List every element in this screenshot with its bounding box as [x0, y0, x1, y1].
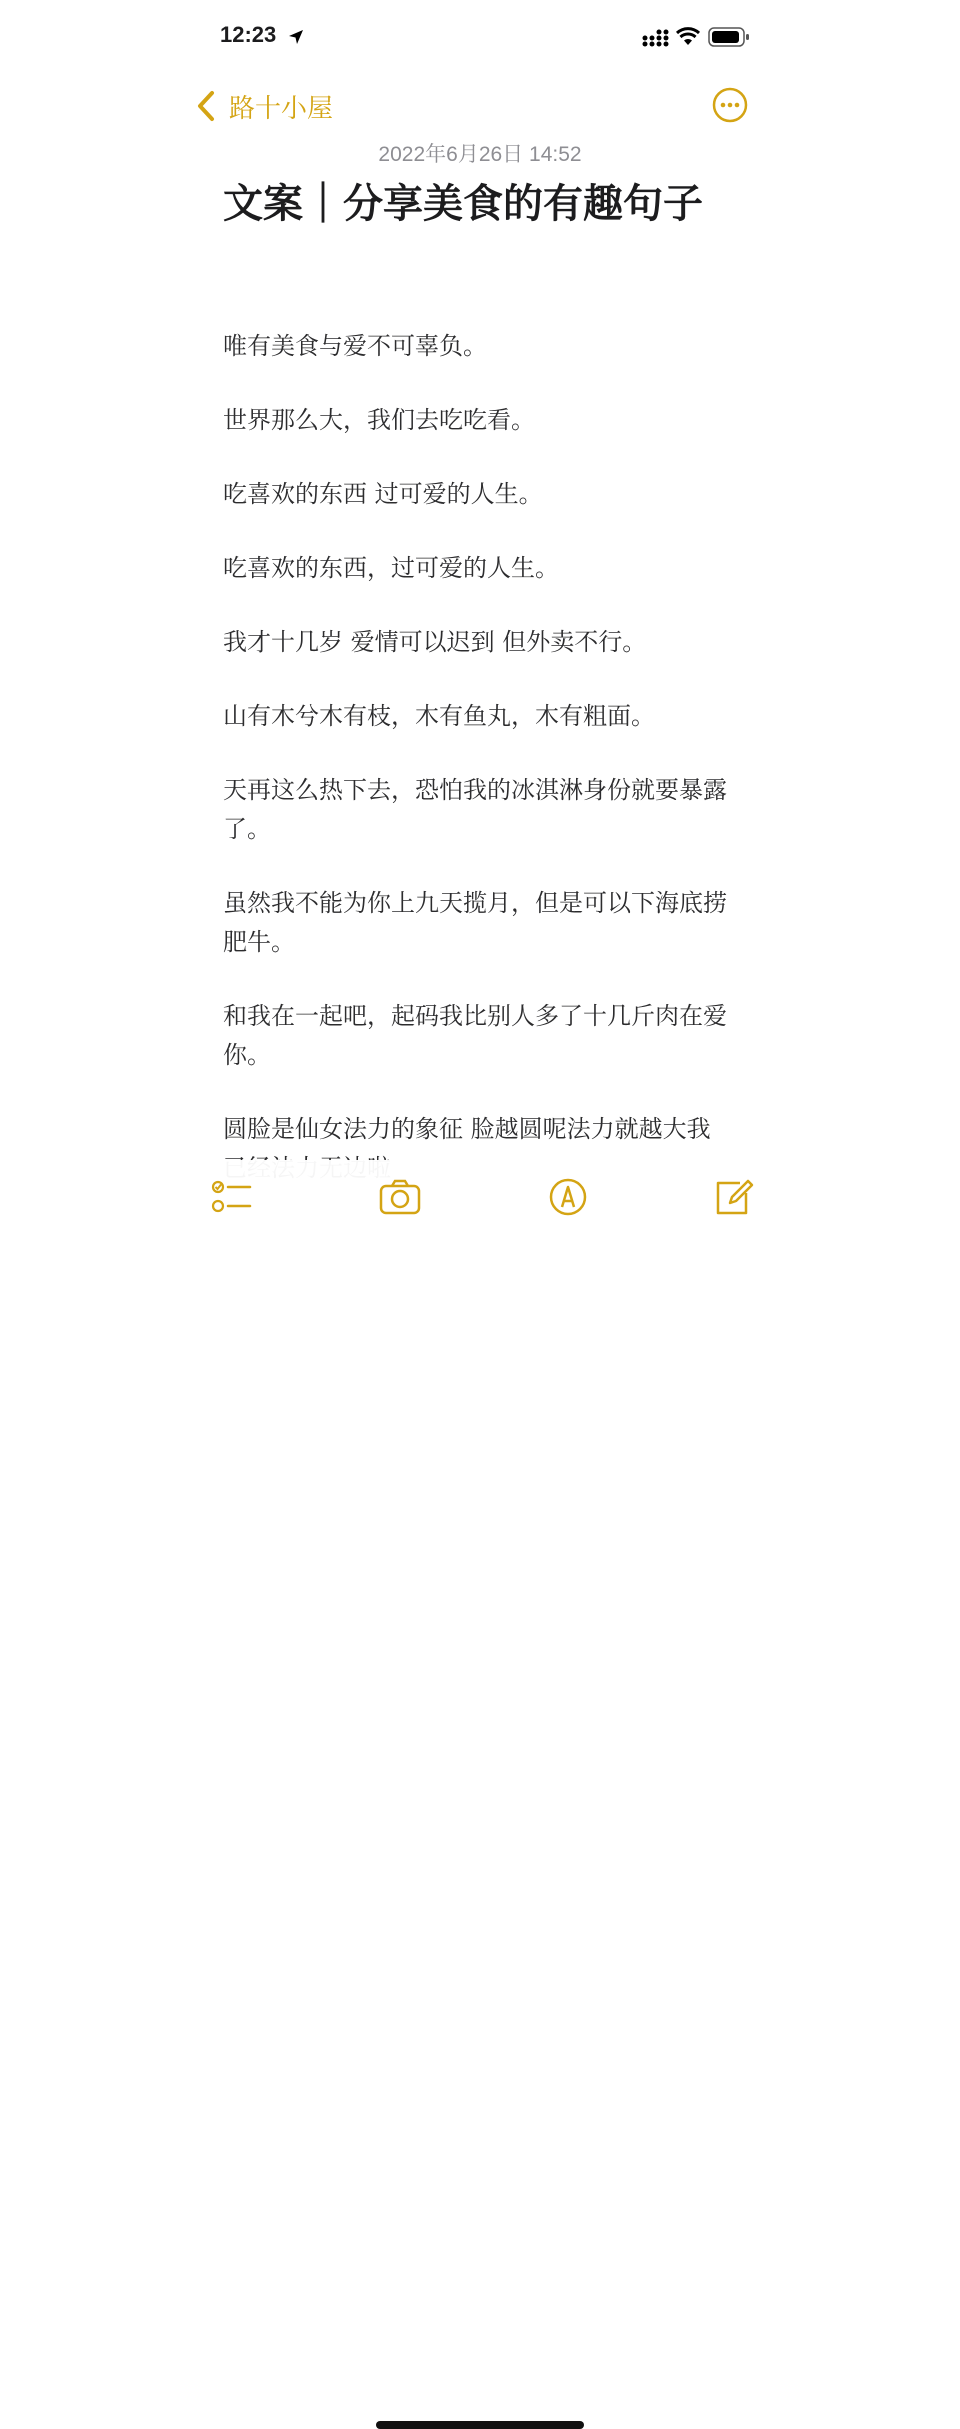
note-paragraph: 吃喜欢的东西，过可爱的人生。	[223, 554, 559, 582]
note-paragraph: 圆脸是仙女法力的象征 脸越圆呢法力就越大我	[223, 1115, 711, 1143]
note-paragraph: 吃喜欢的东西 过可爱的人生。	[223, 480, 543, 508]
note-body[interactable]	[223, 327, 733, 1162]
camera-icon[interactable]	[378, 1177, 422, 1217]
wifi-icon	[676, 26, 700, 46]
note-date: 2022年6月26日 14:52	[378, 143, 582, 166]
note-paragraph: 虽然我不能为你上九天揽月，但是可以下海底捞肥牛。	[223, 889, 727, 956]
note-paragraph: 世界那么大，我们去吃吃看。	[223, 406, 535, 434]
battery-icon	[708, 27, 750, 47]
note-paragraph: 山有木兮木有枝，木有鱼丸，木有粗面。	[223, 702, 655, 730]
note-paragraph: 和我在一起吧，起码我比别人多了十几斤肉在爱你。	[223, 1002, 727, 1069]
compose-icon[interactable]	[712, 1177, 756, 1217]
back-button[interactable]: 路十小屋	[229, 94, 334, 124]
checklist-icon[interactable]	[210, 1177, 254, 1217]
bottom-toolbar	[0, 1160, 960, 1280]
navigation-bar	[0, 80, 960, 140]
status-time: 12:23	[220, 22, 277, 47]
more-options-icon[interactable]	[712, 87, 748, 123]
markup-pen-icon[interactable]	[546, 1177, 590, 1217]
cellular-signal-icon	[642, 28, 670, 48]
note-paragraph: 天再这么热下去，恐怕我的冰淇淋身份就要暴露了。	[223, 776, 727, 843]
status-bar	[0, 0, 960, 80]
note-paragraph: 我才十几岁 爱情可以迟到 但外卖不行。	[223, 628, 647, 656]
location-arrow-icon	[288, 29, 304, 45]
home-indicator[interactable]	[376, 2421, 584, 2429]
note-paragraph: 唯有美食与爱不可辜负。	[223, 332, 487, 360]
back-chevron-icon[interactable]	[196, 90, 216, 122]
note-title[interactable]: 文案｜分享美食的有趣句子	[223, 181, 703, 227]
